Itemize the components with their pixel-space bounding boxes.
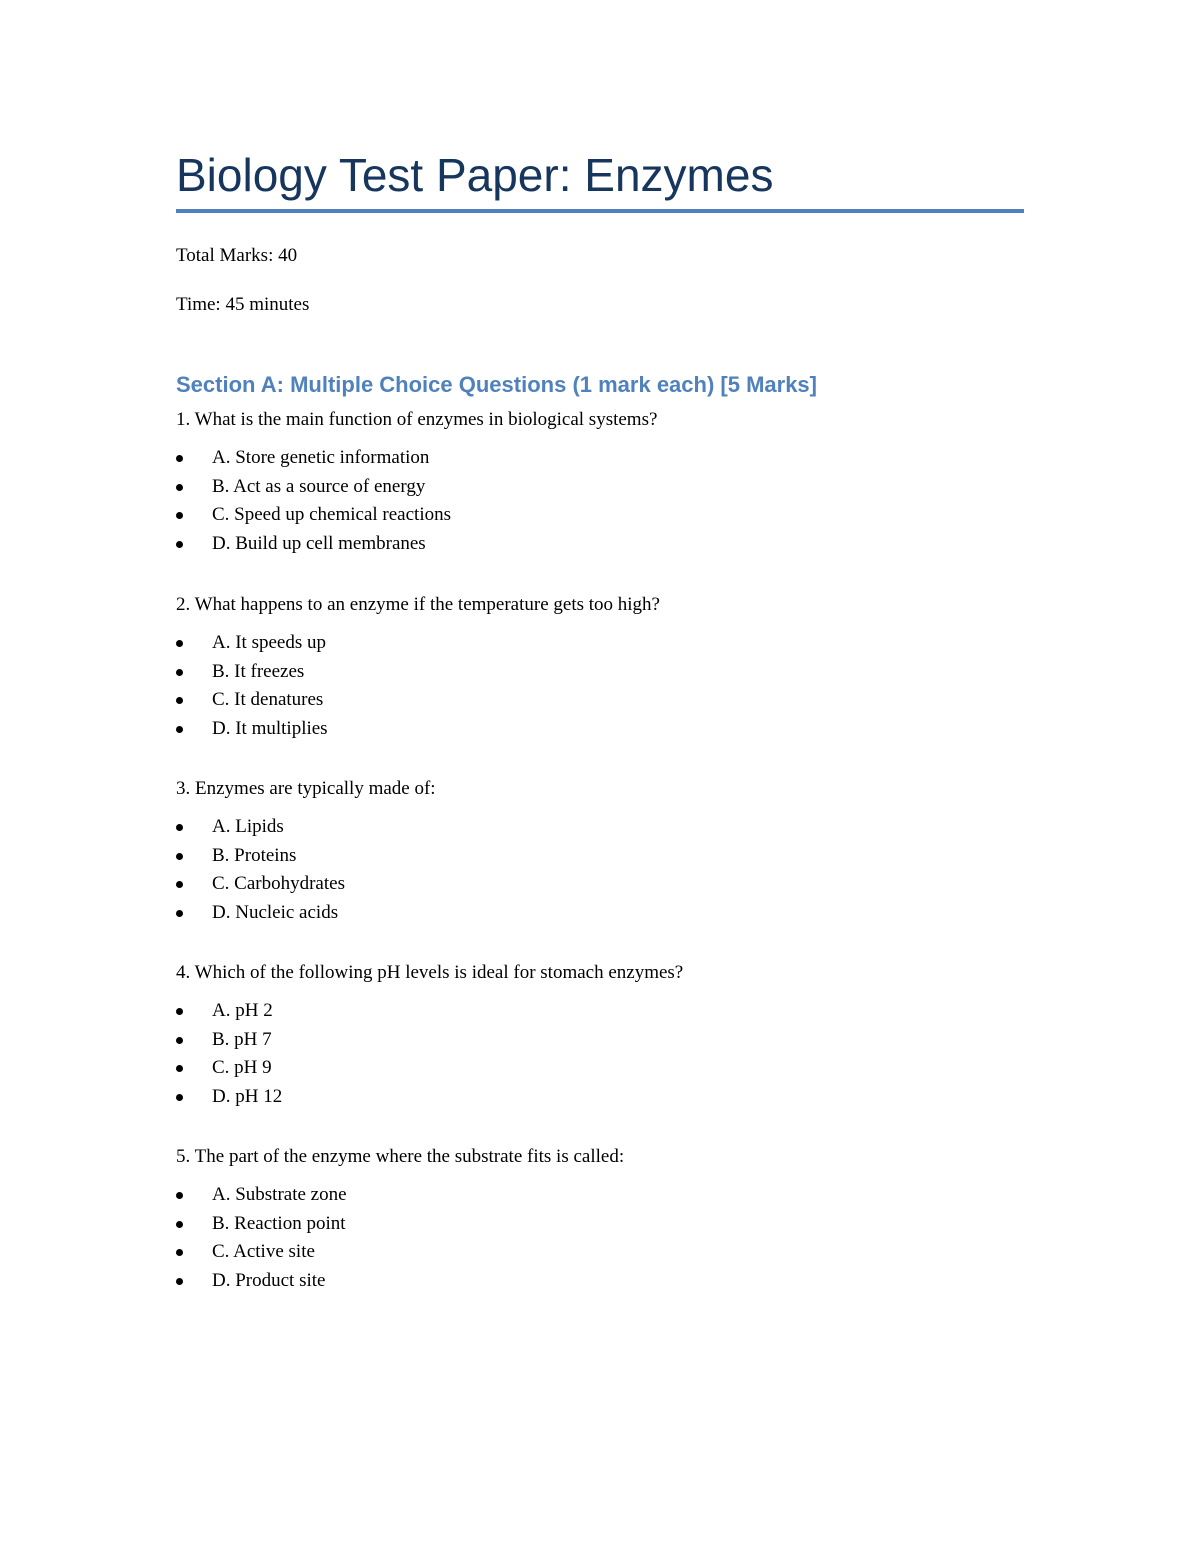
option-label: C. pH 9 xyxy=(212,1057,272,1079)
option-label: B. Act as a source of energy xyxy=(212,475,426,497)
option-label: D. pH 12 xyxy=(212,1086,283,1108)
option-item xyxy=(176,446,1024,475)
bullet-icon xyxy=(176,484,183,491)
option-label: D. It multiplies xyxy=(212,718,328,740)
question-4 xyxy=(176,961,1024,1114)
bullet-icon xyxy=(176,1037,183,1044)
option-label: C. It denatures xyxy=(212,689,324,711)
question-text: 2. What happens to an enzyme if the temperature gets too high? xyxy=(176,594,660,615)
question-text: 3. Enzymes are typically made of: xyxy=(176,778,436,799)
section-a-heading: Section A: Multiple Choice Questions (1 mark each) [5 Marks] xyxy=(176,372,817,397)
option-label: A. Store genetic information xyxy=(212,447,430,468)
option-item xyxy=(176,688,1024,717)
option-item xyxy=(176,1028,1024,1057)
bullet-icon xyxy=(176,910,183,917)
question-2 xyxy=(176,593,1024,746)
question-5 xyxy=(176,1145,1024,1298)
option-label: C. Speed up chemical reactions xyxy=(212,504,452,526)
bullet-icon xyxy=(176,697,183,704)
bullet-icon xyxy=(176,824,183,831)
option-label: C. Carbohydrates xyxy=(212,873,345,895)
bullet-icon xyxy=(176,669,183,676)
bullet-icon xyxy=(176,640,183,647)
option-label: B. It freezes xyxy=(212,660,305,682)
option-list xyxy=(176,999,1024,1114)
option-label: D. Build up cell membranes xyxy=(212,533,426,555)
option-label: A. Lipids xyxy=(212,816,284,837)
option-label: B. Reaction point xyxy=(212,1212,346,1234)
page-title: Biology Test Paper: Enzymes xyxy=(176,149,774,201)
option-item xyxy=(176,1269,1024,1298)
option-list xyxy=(176,1183,1024,1298)
option-label: B. Proteins xyxy=(212,844,297,866)
option-label: C. Active site xyxy=(212,1241,315,1263)
bullet-icon xyxy=(176,1065,183,1072)
option-label: D. Product site xyxy=(212,1270,326,1292)
bullet-icon xyxy=(176,1278,183,1285)
option-item xyxy=(176,901,1024,930)
option-item xyxy=(176,631,1024,660)
option-label: D. Nucleic acids xyxy=(212,902,339,924)
option-item xyxy=(176,475,1024,504)
bullet-icon xyxy=(176,881,183,888)
option-list xyxy=(176,446,1024,561)
question-1 xyxy=(176,408,1024,561)
option-label: A. pH 2 xyxy=(212,1000,273,1021)
option-item xyxy=(176,1183,1024,1212)
title-underline xyxy=(176,209,1024,213)
time-allowed: Time: 45 minutes xyxy=(176,294,310,315)
option-item xyxy=(176,844,1024,873)
question-text: 1. What is the main function of enzymes in biological systems? xyxy=(176,409,658,430)
bullet-icon xyxy=(176,455,183,462)
bullet-icon xyxy=(176,1094,183,1101)
option-label: B. pH 7 xyxy=(212,1028,272,1050)
bullet-icon xyxy=(176,726,183,733)
option-item xyxy=(176,872,1024,901)
option-item xyxy=(176,660,1024,689)
option-item xyxy=(176,1085,1024,1114)
option-label: A. It speeds up xyxy=(212,632,326,653)
total-marks: Total Marks: 40 xyxy=(176,245,298,266)
option-item xyxy=(176,1212,1024,1241)
option-list xyxy=(176,631,1024,746)
question-3 xyxy=(176,777,1024,930)
bullet-icon xyxy=(176,1192,183,1199)
option-item xyxy=(176,503,1024,532)
option-list xyxy=(176,815,1024,930)
option-item xyxy=(176,999,1024,1028)
option-item xyxy=(176,1240,1024,1269)
question-text: 5. The part of the enzyme where the substrate fits is called: xyxy=(176,1146,625,1167)
bullet-icon xyxy=(176,1249,183,1256)
option-item xyxy=(176,1056,1024,1085)
option-label: A. Substrate zone xyxy=(212,1184,347,1205)
bullet-icon xyxy=(176,853,183,860)
bullet-icon xyxy=(176,1008,183,1015)
bullet-icon xyxy=(176,512,183,519)
option-item xyxy=(176,815,1024,844)
question-text: 4. Which of the following pH levels is ideal for stomach enzymes? xyxy=(176,962,684,983)
bullet-icon xyxy=(176,1221,183,1228)
bullet-icon xyxy=(176,541,183,548)
option-item xyxy=(176,717,1024,746)
option-item xyxy=(176,532,1024,561)
